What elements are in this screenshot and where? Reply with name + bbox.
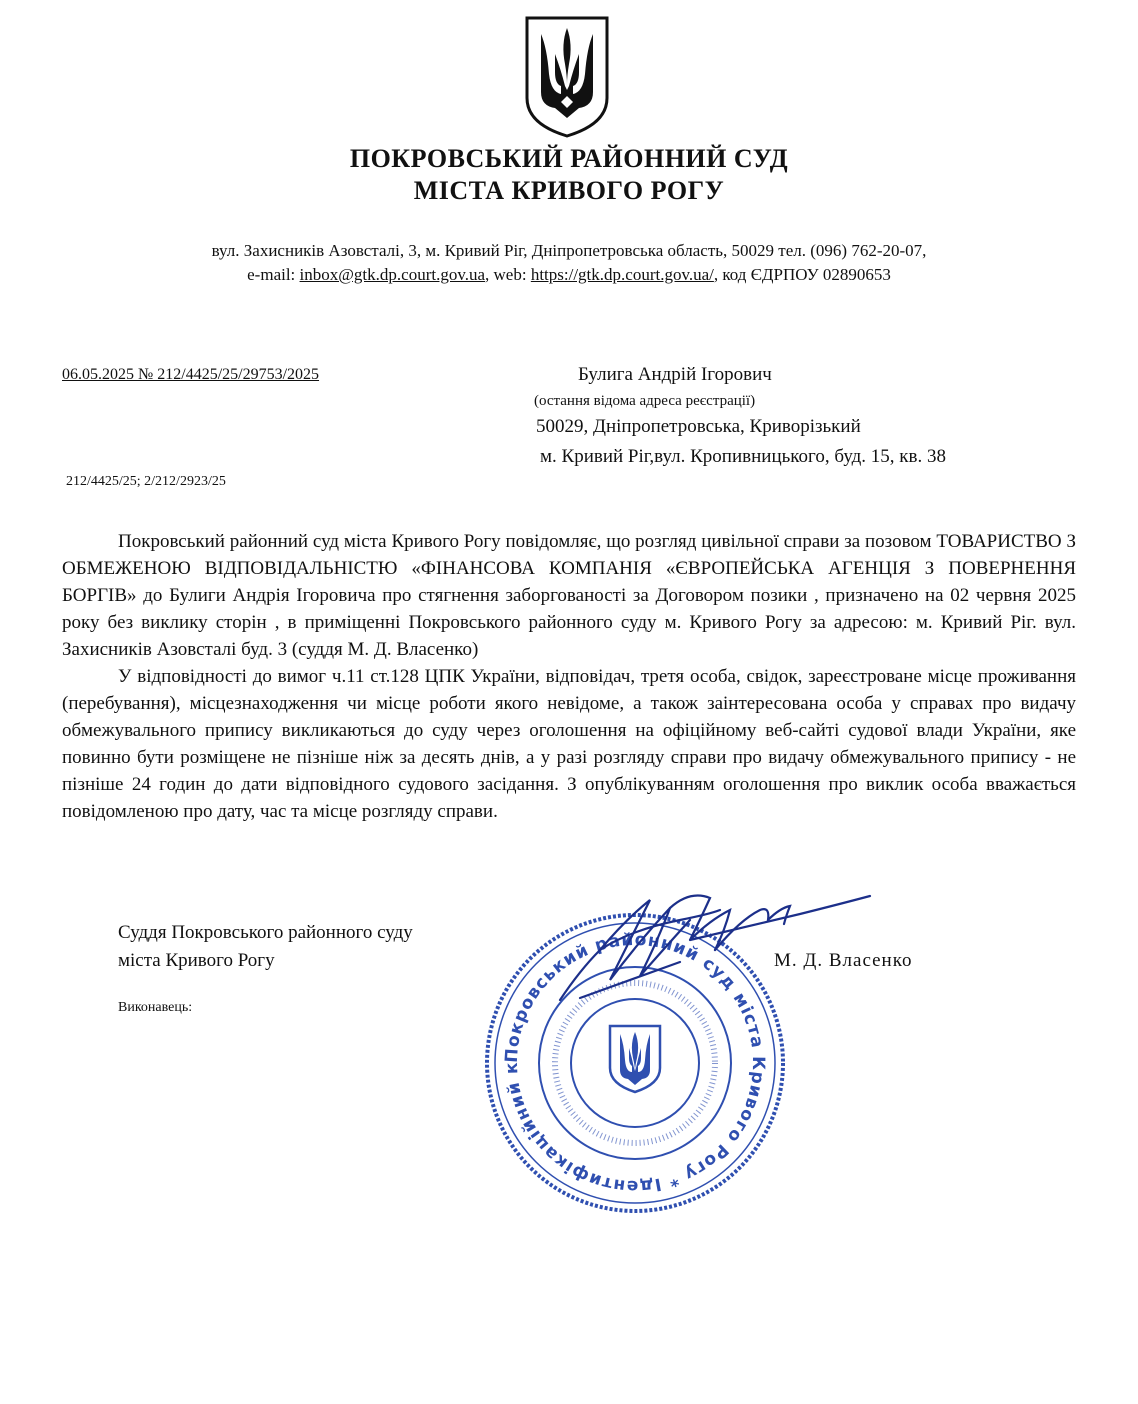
court-name-line1: ПОКРОВСЬКИЙ РАЙОННИЙ СУД [349,144,789,173]
document-date-number: 06.05.2025 № 212/4425/25/29753/2025 [62,366,320,383]
court-address: вул. Захисників Азовсталі, 3, м. Кривий Ріг, Дніпропетровська область, 50029 тел. (096) 762-20-07, [211,241,927,260]
case-references: 212/4425/25; 2/212/2923/25 [66,474,226,489]
emblem-icon [521,14,613,140]
email-link[interactable]: inbox@gtk.dp.court.gov.ua [299,265,486,284]
email-label: e-mail: [247,265,300,284]
judge-title-line2: міста Кривого Рогу [118,950,275,971]
edrpou-code: , код ЄДРПОУ 02890653 [713,265,891,284]
recipient-name: Булига Андрій Ігорович [578,364,772,385]
judge-title-line1: Суддя Покровського районного суду [118,922,413,943]
notice-paragraph-1: Покровський районний суд міста Кривого Рогу повідомляє, що розгляд цивільної справи за позовом ТОВАРИСТВО З ОБМЕЖЕНОЮ ВІДПОВІДАЛЬНІСТЮ «ФІНАНСОВА КОМПАНІЯ «ЄВРОПЕЙСЬКА АГЕНЦІЯ З ПОВЕРНЕННЯ БОРГІВ» до Булиги Андрія Ігоровича про стягнення заборгованості за Договором позики , призначено на 02 червня 2025 року без виклику сторін , в приміщенні Покровського районного суду м. Кривого Рогу за адресою: м. Кривий Ріг. вул. Захисників Азовсталі буд. 3 (суддя М. Д. Власенко) [62,531,1076,660]
executor-label: Виконавець: [118,1000,193,1015]
judge-name: М. Д. Власенко [774,950,913,971]
court-name-line2: МІСТА КРИВОГО РОГУ [413,176,725,205]
recipient-address-line2: м. Кривий Ріг,вул. Кропивницького, буд. 15, кв. 38 [540,446,946,467]
recipient-address-line1: 50029, Дніпропетровська, Криворізький [536,416,861,437]
recipient-note: (остання відома адреса реєстрації) [534,393,756,409]
web-link[interactable]: https://gtk.dp.court.gov.ua/ [530,265,714,284]
seal-text: Покровський районний суд міста Кривого Рогу * Ідентифікаційний к [501,929,769,1197]
web-label: , web: [485,265,531,284]
handwritten-signature-icon [540,880,900,1010]
notice-paragraph-2: У відповідності до вимог ч.11 ст.128 ЦПК України, відповідач, третя особа, свідок, зареєстроване місце проживання (перебування), місцезнаходження чи місце роботи якого невідоме, а також заінтересована особа у справах про видачу обмежувального припису викликаються до суду через оголошення на офіційному веб-сайті судової влади України, яке повинно бути розміщене не пізніше ніж за десять днів, а у разі розгляду справи про видачу обмежувального припису - не пізніше 24 годин до дати відповідного судового засідання. З опублікуванням оголошення про виклик особа вважається повідомленою про дату, час та місце розгляду справи. [62,666,1076,822]
notice-body [62,528,1076,825]
court-contacts [0,265,1138,285]
